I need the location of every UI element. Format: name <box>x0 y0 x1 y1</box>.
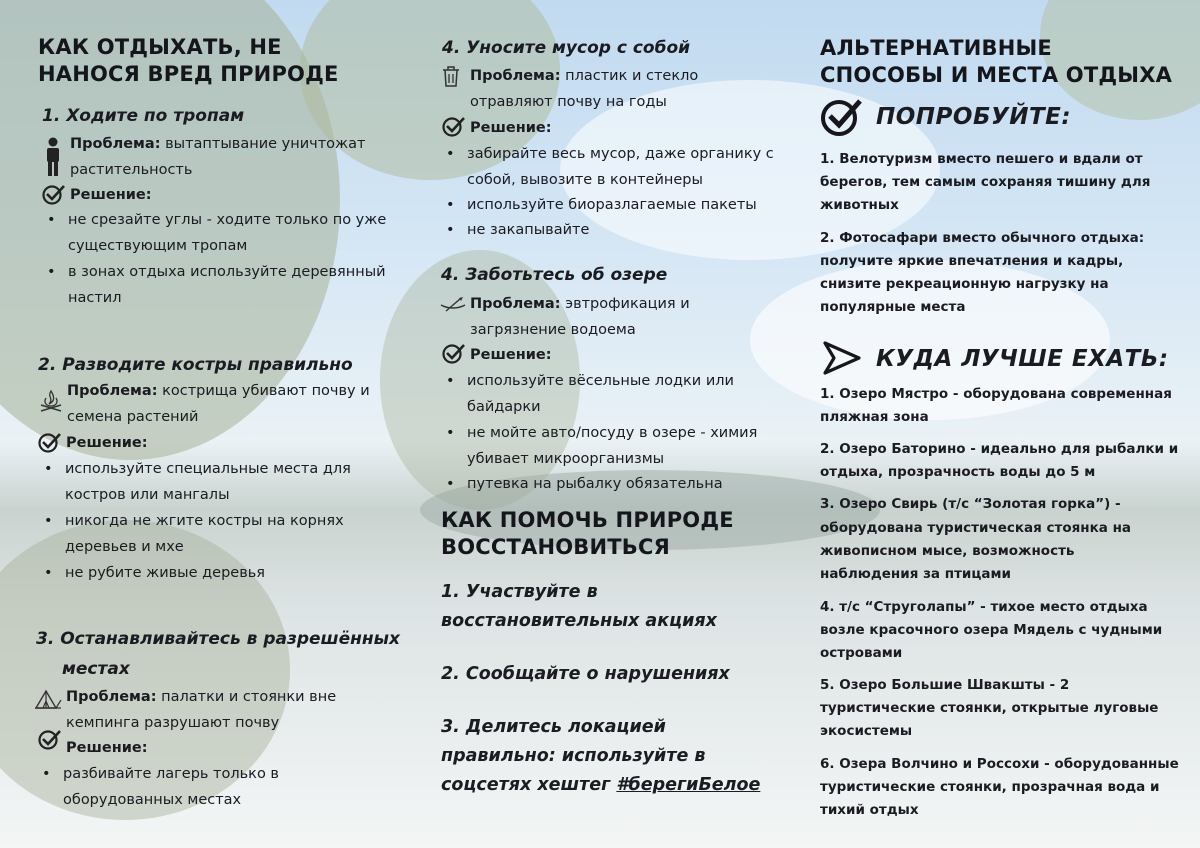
bullet-cont: деревьев и мхе <box>65 539 184 555</box>
bullet-item: • разбивайте лагерь только в <box>63 761 279 787</box>
problem-line: Проблема: эвтрофикация и <box>470 296 690 312</box>
where-line: отдыха, прозрачность воды до 5 м <box>820 464 1096 480</box>
section-camp-heading-2: местах <box>62 659 130 679</box>
bullet-cont: существующим тропам <box>68 238 248 254</box>
help-item-3-cont-2: соцсетях хештег #берегиБелое <box>441 775 761 795</box>
problem-line: Проблема: вытаптывание уничтожат <box>70 136 366 152</box>
bullet-cont: собой, вывозите в контейнеры <box>467 172 703 188</box>
solution-label: Решение: <box>470 120 552 136</box>
check-circle-icon <box>820 97 864 137</box>
where-line: 2. Озеро Баторино - идеально для рыбалки и <box>820 441 1179 457</box>
bullet-item: • не срезайте углы - ходите только по уже <box>68 207 386 233</box>
help-item-3-cont: правильно: используйте в <box>441 746 706 766</box>
bullet-item: • используйте специальные места для <box>65 456 351 482</box>
solution-label: Решение: <box>70 187 152 203</box>
try-heading: ПОПРОБУЙТЕ: <box>876 104 1072 130</box>
section-camp-heading: 3. Останавливайтесь в разрешённых <box>36 629 400 649</box>
try-line: популярные места <box>820 299 966 315</box>
bullet-item: • не мойте авто/посуду в озере - химия <box>467 420 757 446</box>
try-line: получите яркие впечатления и кадры, <box>820 253 1124 269</box>
problem-line-2: отравляют почву на годы <box>470 94 667 110</box>
bullet-item: • в зонах отдыха используйте деревянный <box>68 259 386 285</box>
bullet-item: • никогда не жгите костры на корнях <box>65 508 344 534</box>
where-line: экосистемы <box>820 723 913 739</box>
where-line: наблюдения за птицами <box>820 566 1011 582</box>
check-circle-icon <box>38 729 62 751</box>
bullet-item: • используйте биоразлагаемые пакеты <box>467 192 757 218</box>
try-line: животных <box>820 197 899 213</box>
where-line: туристические стоянки, открытые луговые <box>820 700 1159 716</box>
tent-icon <box>34 688 62 710</box>
bullet-item: • не закапывайте <box>467 217 589 243</box>
bullet-cont: байдарки <box>467 399 541 415</box>
where-line: возле красочного озера Мядель с чудными <box>820 622 1163 638</box>
section-trails-heading: 1. Ходите по тропам <box>42 106 245 126</box>
check-circle-icon <box>42 184 66 206</box>
bullet-cont: костров или мангалы <box>65 487 230 503</box>
problem-line-2: загрязнение водоема <box>470 322 636 338</box>
campfire-icon <box>38 388 64 414</box>
help-title: КАК ПОМОЧЬ ПРИРОДЕ ВОССТАНОВИТЬСЯ <box>441 508 734 559</box>
where-heading: КУДА ЛУЧШЕ ЕХАТЬ: <box>876 346 1169 372</box>
where-line: туристические стоянки, прозрачная вода и <box>820 779 1160 795</box>
bullet-item: • не рубите живые деревья <box>65 560 265 586</box>
try-line: 1. Велотуризм вместо пешего и вдали от <box>820 151 1143 167</box>
bullet-cont: оборудованных местах <box>63 792 242 808</box>
section-trash-heading: 4. Уносите мусор с собой <box>442 38 691 58</box>
help-item-2: 2. Сообщайте о нарушениях <box>441 664 730 684</box>
problem-line-2: кемпинга разрушают почву <box>66 715 280 731</box>
where-line: островами <box>820 645 903 661</box>
check-circle-icon <box>38 432 62 454</box>
left-title: КАК ОТДЫХАТЬ, НЕ НАНОСЯ ВРЕД ПРИРОДЕ <box>38 35 339 86</box>
boat-icon <box>440 296 466 314</box>
bullet-item: • путевка на рыбалку обязательна <box>467 471 723 497</box>
solution-label: Решение: <box>66 740 148 756</box>
hashtag: #берегиБелое <box>616 775 761 795</box>
person-icon <box>44 137 62 177</box>
try-line: снизите рекреационную нагрузку на <box>820 276 1109 292</box>
problem-line-2: растительность <box>70 162 193 178</box>
section-lake-heading: 4. Заботьтесь об озере <box>441 265 668 285</box>
send-arrow-icon <box>822 340 862 376</box>
where-line: пляжная зона <box>820 409 929 425</box>
problem-line: Проблема: палатки и стоянки вне <box>66 689 337 705</box>
check-circle-icon <box>442 343 466 365</box>
where-line: 3. Озеро Свирь (т/с “Золотая горка”) - <box>820 496 1121 512</box>
try-line: 2. Фотосафари вместо обычного отдыха: <box>820 230 1145 246</box>
trash-bin-icon <box>441 65 461 87</box>
help-item-1-cont: восстановительных акциях <box>441 611 717 631</box>
where-line: оборудована туристическая стоянка на <box>820 520 1132 536</box>
problem-line: Проблема: пластик и стекло <box>470 68 699 84</box>
where-line: 6. Озера Волчино и Россохи - оборудованные <box>820 756 1179 772</box>
problem-line: Проблема: кострища убивают почву и <box>67 383 370 399</box>
try-line: берегов, тем самым сохраняя тишину для <box>820 174 1151 190</box>
bullet-cont: настил <box>68 290 122 306</box>
where-line: 1. Озеро Мястро - оборудована современная <box>820 386 1172 402</box>
where-line: живописном мысе, возможность <box>820 543 1075 559</box>
solution-label: Решение: <box>470 347 552 363</box>
section-fires-heading: 2. Разводите костры правильно <box>38 355 353 375</box>
right-title: АЛЬТЕРНАТИВНЫЕ СПОСОБЫ И МЕСТА ОТДЫХА <box>820 36 1173 87</box>
check-circle-icon <box>442 116 466 138</box>
where-line: 5. Озеро Большие Швакшты - 2 <box>820 677 1070 693</box>
where-line: тихий отдых <box>820 802 919 818</box>
problem-line-2: семена растений <box>67 409 199 425</box>
solution-label: Решение: <box>66 435 148 451</box>
help-item-1: 1. Участвуйте в <box>441 582 598 602</box>
where-line: 4. т/с “Струголапы” - тихое место отдыха <box>820 599 1148 615</box>
bullet-item: • забирайте весь мусор, даже органику с <box>467 141 774 167</box>
help-item-3: 3. Делитесь локацией <box>441 717 666 737</box>
bullet-cont: убивает микроорганизмы <box>467 451 665 467</box>
bullet-item: • используйте вёсельные лодки или <box>467 368 734 394</box>
